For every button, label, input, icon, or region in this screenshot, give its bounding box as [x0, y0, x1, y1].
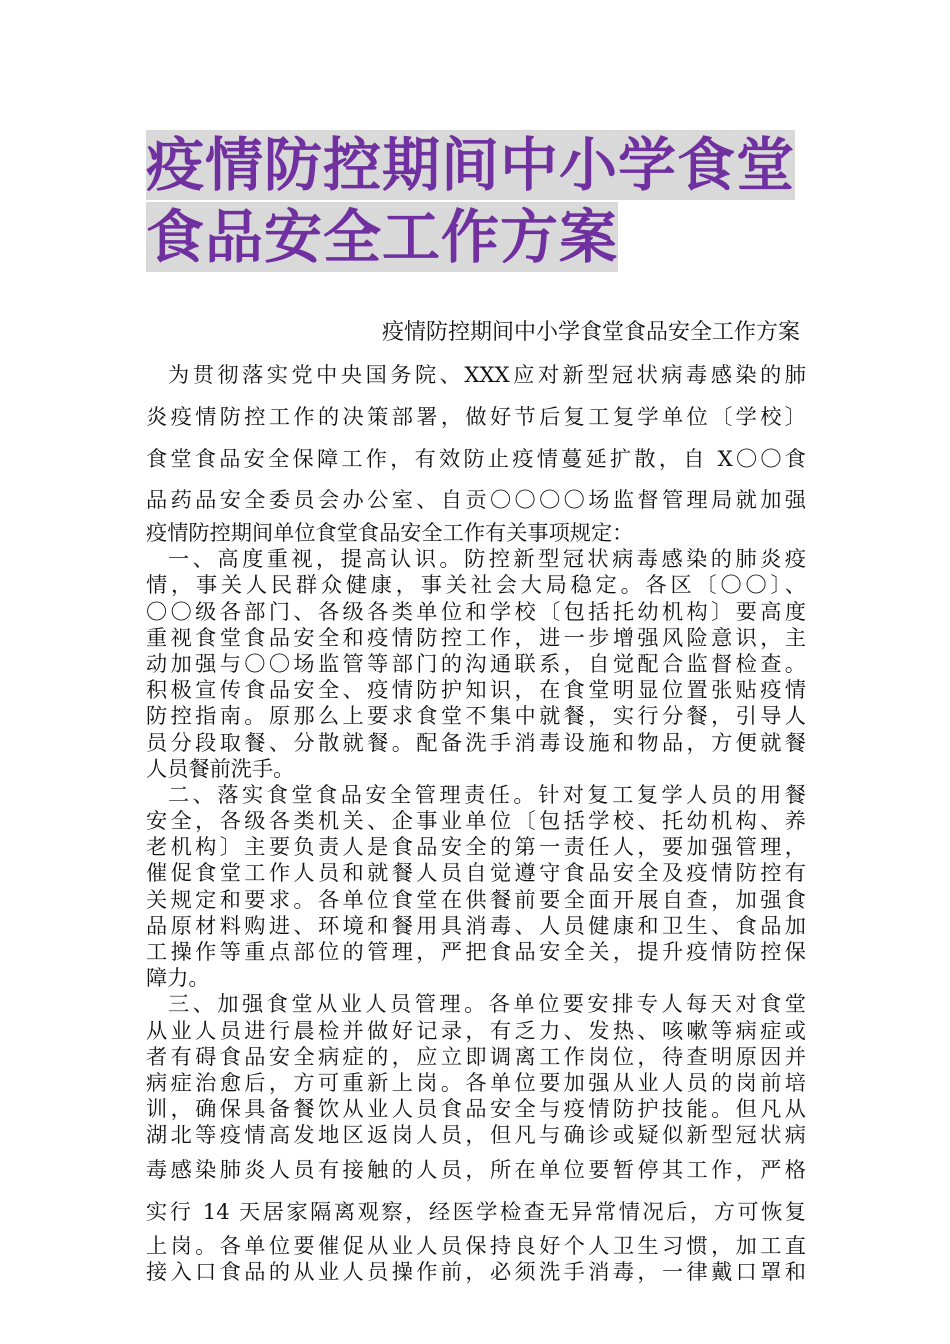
body-line: 〇〇级各部门、各级各类单位和学校〔包括托幼机构〕要高度 [146, 598, 806, 624]
body-line: 接入口食品的从业人员操作前，必须洗手消毒，一律戴口罩和 [146, 1258, 806, 1284]
body-line: 二、落实食堂食品安全管理责任。针对复工复学人员的用餐 [168, 781, 806, 807]
body-line: 从业人员进行晨检并做好记录，有乏力、发热、咳嗽等病症或 [146, 1017, 806, 1043]
body-line: 障力。 [146, 965, 210, 991]
body-line: 安全，各级各类机关、企事业单位〔包括学校、托幼机构、养 [146, 808, 806, 834]
body-line: 情，事关人民群众健康，事关社会大局稳定。各区〔〇〇〕、 [146, 572, 806, 598]
body-line: 防控指南。原那么上要求食堂不集中就餐，实行分餐，引导人 [146, 703, 806, 729]
title-line-1: 疫情防控期间中小学食堂 [146, 131, 796, 199]
body-line: 关规定和要求。各单位食堂在供餐前要全面开展自查，加强食 [146, 886, 806, 912]
body-line: 为贯彻落实党中央国务院、XXX应对新型冠状病毒感染的肺 [168, 362, 806, 387]
title-line-2: 食品安全工作方案 [146, 203, 619, 271]
body-line: 毒感染肺炎人员有接触的人员，所在单位要暂停其工作，严格 [146, 1156, 806, 1182]
document-title [146, 130, 816, 274]
body-line: 上岗。各单位要催促从业人员保持良好个人卫生习惯，加工直 [146, 1232, 806, 1258]
body-line: 三、加强食堂从业人员管理。各单位要安排专人每天对食堂 [168, 991, 806, 1017]
body-line: 品原材料购进、环境和餐用具消毒、人员健康和卫生、食品加 [146, 912, 806, 938]
body-line: 食堂食品安全保障工作，有效防止疫情蔓延扩散，自 X〇〇食 [146, 446, 806, 471]
body-line: 一、高度重视，提高认识。防控新型冠状病毒感染的肺炎疫 [168, 546, 806, 572]
body-line: 老机构〕主要负责人是食品安全的第一责任人，要加强管理， [146, 834, 806, 860]
body-line: 实行 14 天居家隔离观察，经医学检查无异常情况后，方可恢复 [146, 1198, 806, 1224]
body-line: 积极宣传食品安全、疫情防护知识，在食堂明显位置张贴疫情 [146, 677, 806, 703]
body-line: 品药品安全委员会办公室、自贡〇〇〇〇场监督管理局就加强 [146, 487, 806, 512]
body-line: 重视食堂食品安全和疫情防控工作，进一步增强风险意识，主 [146, 624, 806, 650]
body-line: 炎疫情防控工作的决策部署，做好节后复工复学单位〔学校〕 [146, 404, 806, 429]
document-body [146, 354, 806, 1285]
body-line: 工操作等重点部位的管理，严把食品安全关，提升疫情防控保 [146, 939, 806, 964]
body-line: 催促食堂工作人员和就餐人员自觉遵守食品安全及疫情防控有 [146, 860, 806, 886]
body-line: 病症治愈后，方可重新上岗。各单位要加强从业人员的岗前培 [146, 1069, 806, 1095]
body-line: 疫情防控期间单位食堂食品安全工作有关事项规定： [146, 520, 634, 545]
body-line: 动加强与〇〇场监管等部门的沟通联系，自觉配合监督检查。 [146, 650, 806, 676]
body-line: 湖北等疫情高发地区返岗人员，但凡与确诊或疑似新型冠状病 [146, 1122, 806, 1148]
body-line: 者有碍食品安全病症的，应立即调离工作岗位，待查明原因并 [146, 1043, 806, 1069]
body-line: 训，确保具备餐饮从业人员食品安全与疫情防护技能。但凡从 [146, 1096, 806, 1122]
body-line: 人员餐前洗手。 [146, 755, 295, 781]
body-line: 员分段取餐、分散就餐。配备洗手消毒设施和物品，方便就餐 [146, 729, 806, 755]
document-subtitle: 疫情防控期间中小学食堂食品安全工作方案 [381, 320, 800, 345]
